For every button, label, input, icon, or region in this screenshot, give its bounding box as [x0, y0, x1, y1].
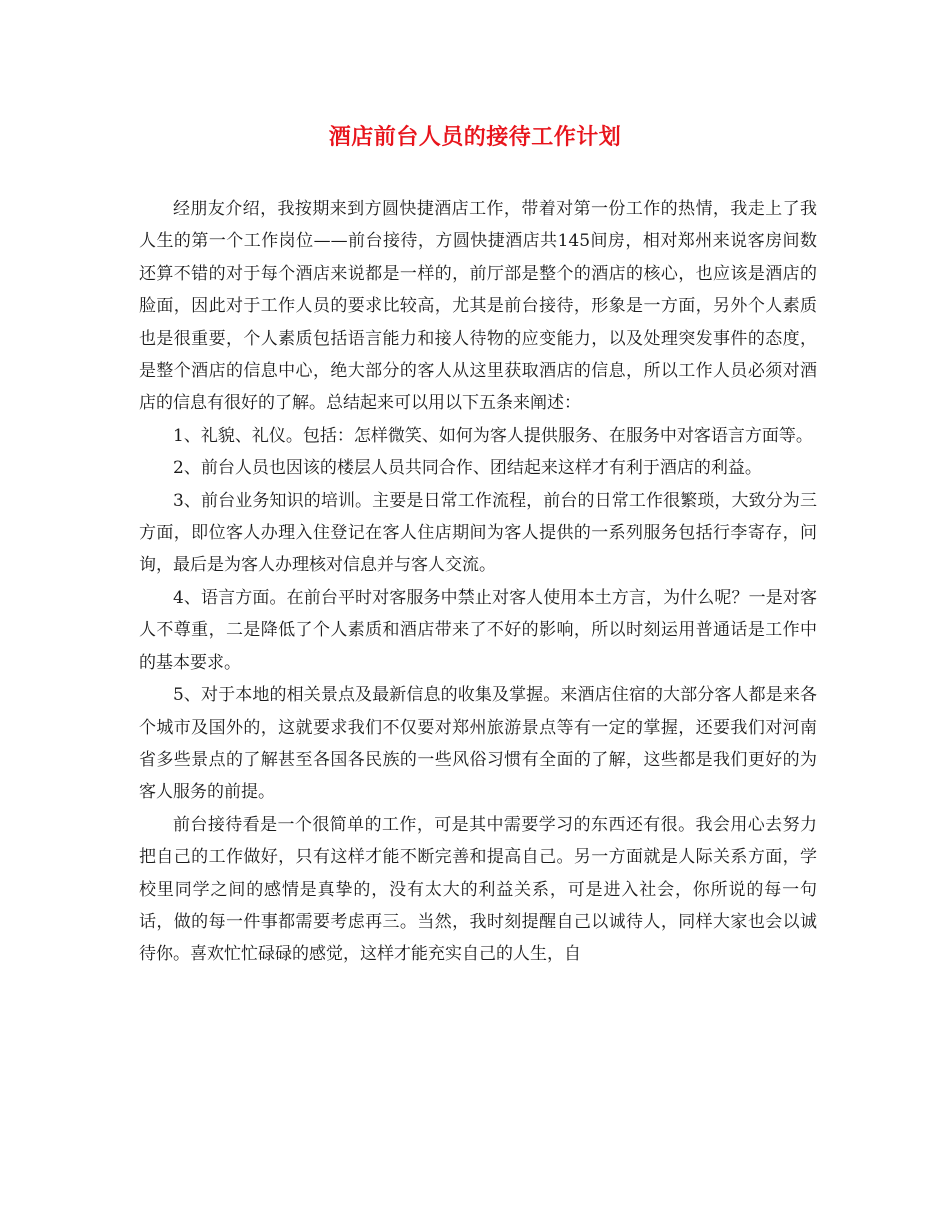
document-body [139, 193, 817, 971]
paragraph-item-1: 1、礼貌、礼仪。包括：怎样微笑、如何为客人提供服务、在服务中对客语言方面等。 [173, 425, 813, 446]
paragraph-conclusion: 前台接待看是一个很简单的工作，可是其中需要学习的东西还有很。我会用心去努力把自己的工作做好，只有这样才能不断完善和提高自己。另一方面就是人际关系方面，学校里同学之间的感情是真挚的，没有太大的利益关系，可是进入社会，你所说的每一句话，做的每一件事都需要考虑再三。当然，我时刻提醒自己以诚待人，同样大家也会以诚待你。喜欢忙忙碌碌的感觉，这样才能充实自己的人生，自 [139, 814, 817, 965]
paragraph-item-3: 3、前台业务知识的培训。主要是日常工作流程，前台的日常工作很繁琐，大致分为三方面，即位客人办理入住登记在客人住店期间为客人提供的一系列服务包括行李寄存，问询，最后是为客人办理核对信息并与客人交流。 [139, 490, 817, 576]
paragraph-item-4: 4、语言方面。在前台平时对客服务中禁止对客人使用本土方言，为什么呢？一是对客人不尊重，二是降低了个人素质和酒店带来了不好的影响，所以时刻运用普通话是工作中的基本要求。 [139, 587, 817, 673]
paragraph-intro: 经朋友介绍，我按期来到方圆快捷酒店工作，带着对第一份工作的热情，我走上了我人生的第一个工作岗位——前台接待，方圆快捷酒店共145间房，相对郑州来说客房间数还算不错的对于每个酒店来说都是一样的，前厅部是整个的酒店的核心，也应该是酒店的脸面，因此对于工作人员的要求比较高，尤其是前台接待，形象是一方面，另外个人素质也是很重要，个人素质包括语言能力和接人待物的应变能力，以及处理突发事件的态度，是整个酒店的信息中心，绝大部分的客人从这里获取酒店的信息，所以工作人员必须对酒店的信息有很好的了解。总结起来可以用以下五条来阐述： [139, 199, 817, 414]
paragraph-item-2: 2、前台人员也因该的楼层人员共同合作、团结起来这样才有利于酒店的利益。 [173, 458, 762, 479]
document-title: 酒店前台人员的接待工作计划 [328, 124, 622, 150]
paragraph-item-5: 5、对于本地的相关景点及最新信息的收集及掌握。来酒店住宿的大部分客人都是来各个城市及国外的，这就要求我们不仅要对郑州旅游景点等有一定的掌握，还要我们对河南省多些景点的了解甚至各国各民族的一些风俗习惯有全面的了解，这些都是我们更好的为客人服务的前提。 [139, 685, 817, 803]
